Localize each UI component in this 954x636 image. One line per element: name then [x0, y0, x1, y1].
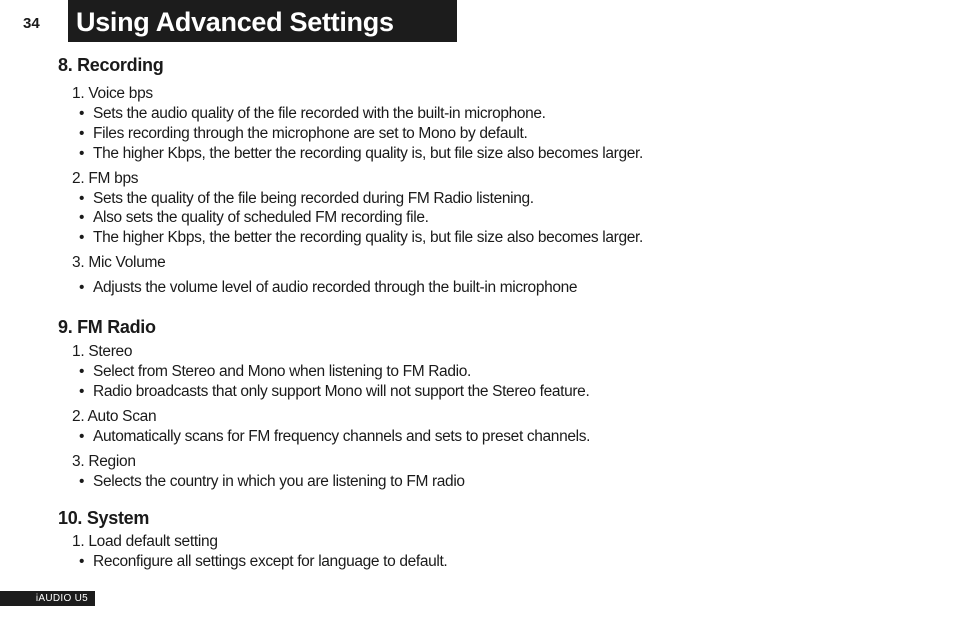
- bullet-dot: •: [79, 279, 85, 296]
- bullet-item: [79, 190, 534, 208]
- bullet-item: [79, 473, 465, 491]
- item-title-region: 3. Region: [72, 453, 136, 470]
- bullet-text: The higher Kbps, the better the recording quality is, but file size also becomes larger.: [93, 229, 643, 246]
- item-title-stereo: 1. Stereo: [72, 343, 133, 360]
- bullet-text: Also sets the quality of scheduled FM recording file.: [93, 209, 429, 226]
- bullet-dot: •: [79, 229, 85, 246]
- bullet-text: Adjusts the volume level of audio recorded through the built-in microphone: [93, 279, 578, 296]
- bullet-text: Reconfigure all settings except for language to default.: [93, 553, 448, 570]
- section-title-fm-radio: 9. FM Radio: [58, 317, 156, 337]
- bullet-dot: •: [79, 105, 85, 122]
- bullet-dot: •: [79, 383, 85, 400]
- item-title-load-default: 1. Load default setting: [72, 533, 218, 550]
- bullet-item: [79, 125, 527, 143]
- item-title-auto-scan: 2. Auto Scan: [72, 408, 157, 425]
- bullet-item: [79, 145, 643, 163]
- page-number: 34: [23, 15, 40, 32]
- item-title-fm-bps: 2. FM bps: [72, 170, 139, 187]
- bullet-text: Select from Stereo and Mono when listening to FM Radio.: [93, 363, 471, 380]
- bullet-item: [79, 279, 577, 297]
- bullet-text: Files recording through the microphone are set to Mono by default.: [93, 125, 528, 142]
- bullet-dot: •: [79, 363, 85, 380]
- bullet-text: The higher Kbps, the better the recording quality is, but file size also becomes larger.: [93, 145, 643, 162]
- footer-product-label: iAUDIO U5: [0, 591, 95, 606]
- bullet-item: [79, 553, 447, 571]
- item-title-voice-bps: 1. Voice bps: [72, 85, 153, 102]
- bullet-text: Sets the quality of the file being recorded during FM Radio listening.: [93, 190, 534, 207]
- bullet-dot: •: [79, 428, 85, 445]
- page-title: Using Advanced Settings: [68, 0, 457, 42]
- bullet-dot: •: [79, 209, 85, 226]
- bullet-text: Radio broadcasts that only support Mono will not support the Stereo feature.: [93, 383, 590, 400]
- bullet-item: [79, 363, 471, 381]
- item-title-mic-volume: 3. Mic Volume: [72, 254, 166, 271]
- bullet-dot: •: [79, 553, 85, 570]
- bullet-text: Selects the country in which you are listening to FM radio: [93, 473, 465, 490]
- bullet-dot: •: [79, 125, 85, 142]
- bullet-dot: •: [79, 190, 85, 207]
- bullet-item: [79, 428, 590, 446]
- bullet-text: Sets the audio quality of the file recorded with the built-in microphone.: [93, 105, 546, 122]
- bullet-item: [79, 209, 429, 227]
- bullet-item: [79, 105, 546, 123]
- bullet-dot: •: [79, 473, 85, 490]
- section-title-system: 10. System: [58, 508, 150, 528]
- bullet-item: [79, 229, 643, 247]
- bullet-text: Automatically scans for FM frequency channels and sets to preset channels.: [93, 428, 591, 445]
- bullet-dot: •: [79, 145, 85, 162]
- bullet-item: [79, 383, 589, 401]
- section-title-recording: 8. Recording: [58, 55, 164, 75]
